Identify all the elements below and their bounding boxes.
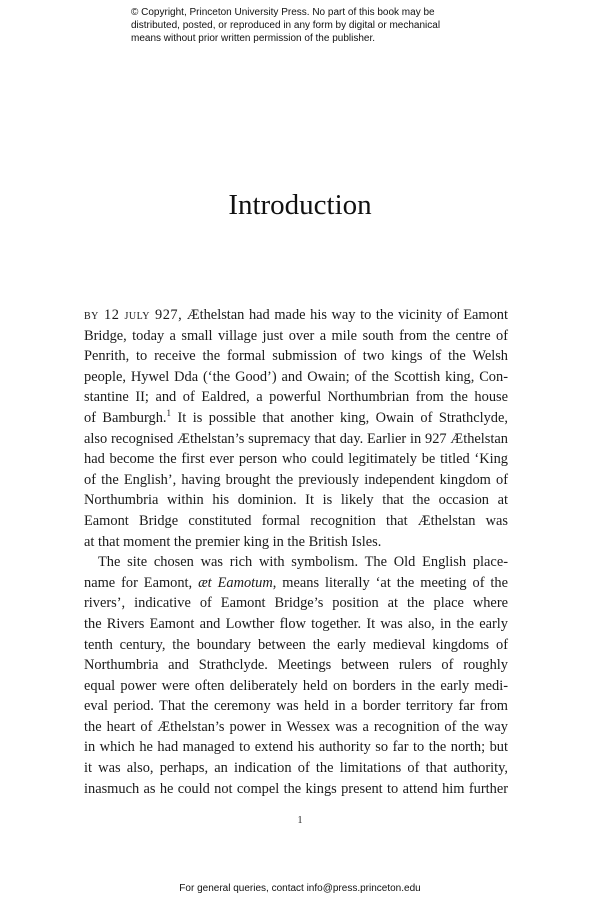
- text-line: at that moment the premier king in the British Isles.: [84, 533, 382, 550]
- text-line: tenth century, the boundary between the early medieval kingdoms of: [84, 636, 508, 653]
- text-run: of Bamburgh.: [84, 409, 167, 426]
- text-line: Penrith, to receive the formal submission of two kings of the Welsh: [84, 348, 508, 365]
- text-line: the heart of Æthelstan’s power in Wessex was a recognition of the way: [84, 718, 508, 735]
- text-run: , means literally ‘at the meeting of the: [272, 574, 509, 591]
- text-line: equal power were often deliberately held on borders in the early medi-: [84, 677, 508, 694]
- copyright-line: © Copyright, Princeton University Press. No part of this book may be: [131, 7, 435, 18]
- opening-small-caps: by 12 july 927,: [84, 307, 183, 323]
- chapter-title: Introduction: [228, 189, 372, 222]
- paragraph-1: [84, 305, 508, 552]
- text-line: Northumbria and Strathclyde. Meetings between rulers of roughly: [84, 657, 508, 674]
- text-line: inasmuch as he could not compel the kings present to attend him further: [84, 780, 508, 797]
- copyright-line: distributed, posted, or reproduced in any form by digital or mechanical: [131, 20, 441, 31]
- text-line: in which he had managed to extend his authority so far to the north; but: [84, 739, 508, 756]
- copyright-notice: [131, 6, 491, 45]
- text-line: rivers’, indicative of Eamont Bridge’s position at the place where: [84, 595, 508, 612]
- text-line: Northumbria within his dominion. It is likely that the occasion at: [84, 492, 508, 509]
- text-line: stantine II; and of Ealdred, a powerful Northumbrian from the house: [84, 389, 508, 406]
- footnote-marker[interactable]: 1: [166, 408, 172, 419]
- text-line: Bridge, today a small village just over a mile south from the centre of: [84, 327, 508, 344]
- copyright-line: means without prior written permission of the publisher.: [131, 33, 376, 44]
- text-line: had become the first ever person who could legitimately be titled ‘King: [84, 451, 508, 468]
- footer-contact: For general queries, contact info@press.princeton.edu: [179, 883, 421, 894]
- text-line: [84, 305, 508, 326]
- text-line: [84, 573, 508, 594]
- text-line: The site chosen was rich with symbolism. The Old English place-: [98, 554, 508, 571]
- text-line: also recognised Æthelstan’s supremacy that day. Earlier in 927 Æthelstan: [84, 430, 508, 447]
- text-line: Eamont Bridge constituted formal recognition that Æthelstan was: [84, 512, 508, 529]
- italic-phrase: æt Eamotum: [198, 574, 273, 591]
- text-line: people, Hywel Dda (‘the Good’) and Owain; of the Scottish king, Con-: [84, 368, 508, 385]
- text-line: the Rivers Eamont and Lowther flow together. It was also, in the early: [84, 615, 508, 632]
- text-run: It is possible that another king, Owain of Strathclyde,: [171, 409, 508, 426]
- text-line: [84, 408, 508, 429]
- page-number: 1: [297, 815, 303, 826]
- text-run: Æthelstan had made his way to the vicinity of Eamont: [182, 307, 508, 323]
- paragraph-2: [84, 552, 508, 799]
- text-line: of the English’, having brought the previously independent kingdom of: [84, 471, 508, 488]
- body-text: [84, 305, 508, 799]
- text-line: eval period. That the ceremony was held in a border territory far from: [84, 698, 508, 715]
- text-line: it was also, perhaps, an indication of the limitations of that authority,: [84, 760, 508, 777]
- text-run: name for Eamont,: [84, 574, 199, 591]
